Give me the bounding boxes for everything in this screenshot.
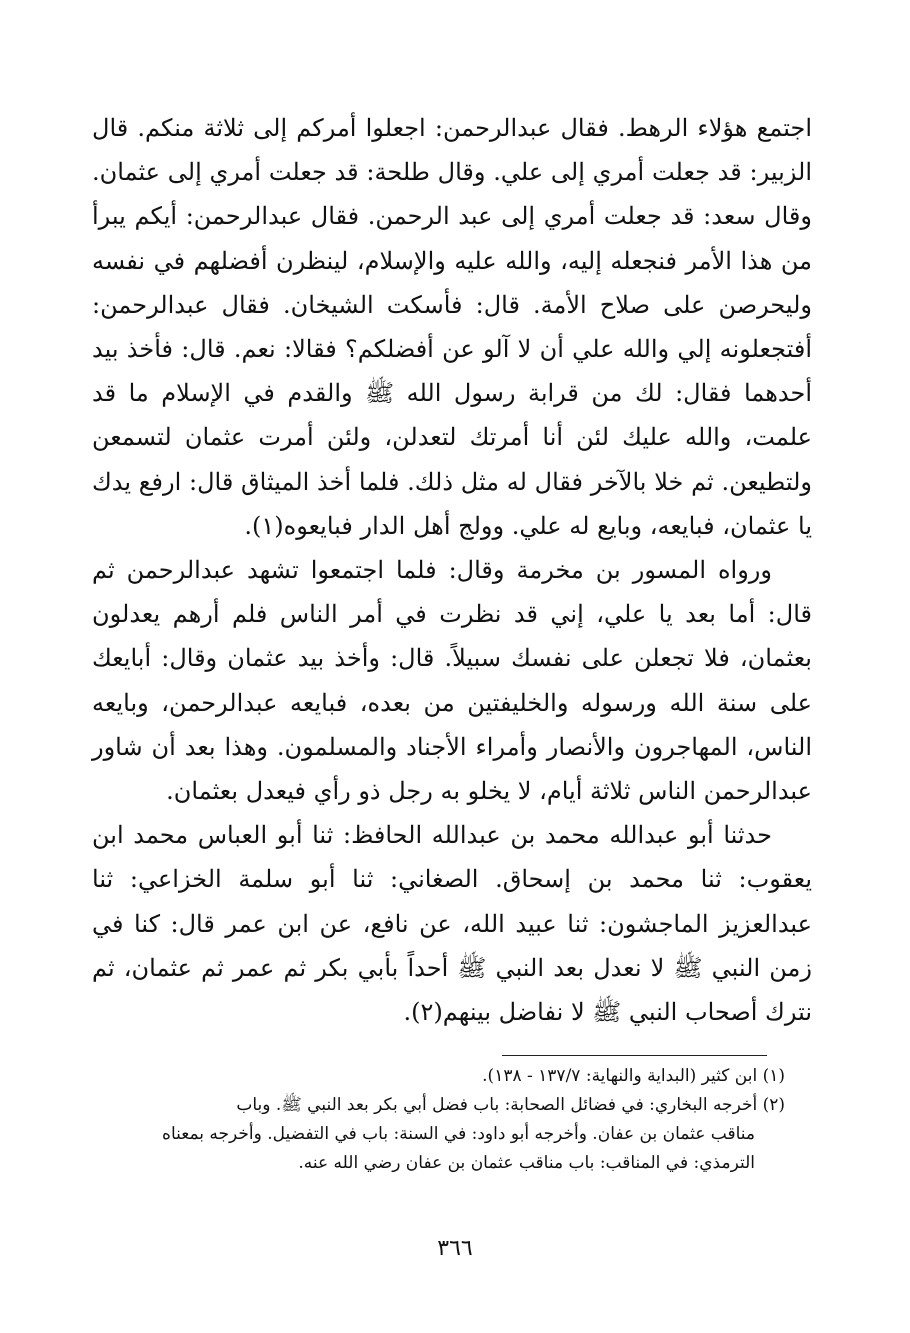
paragraph-2: ورواه المسور بن مخرمة وقال: فلما اجتمعوا تشهد عبدالرحمن ثم قال: أما بعد يا علي، إني قد نظرت في أمر الناس فلم أرهم يعدلون بعثمان، فلا تجعلن على نفسك سبيلاً. قال: وأخذ بيد عثمان وقال: أبايعك على سنة الله ورسوله والخليفتين من بعده، فبايعه عبدالرحمن، وبايعه الناس، المهاجرون والأنصار وأمراء الأجناد والمسلمون. وهذا بعد أن شاور عبدالرحمن الناس ثلاثة أيام، لا يخلو به رجل ذو رأي فيعدل بعثمان. xyxy=(92,556,812,806)
footnotes xyxy=(95,1062,785,1178)
footnote-2: (٢) أخرجه البخاري: في فضائل الصحابة: باب فضل أبي بكر بعد النبي ﷺ. وباب xyxy=(236,1095,785,1115)
footnote-1: (١) ابن كثير (البداية والنهاية: ١٣٧/٧ - ١٣٨). xyxy=(482,1066,785,1086)
page-number: ٣٦٦ xyxy=(437,1236,473,1261)
main-text xyxy=(92,106,812,1034)
footnote-2-line-3: الترمذي: في المناقب: باب مناقب عثمان بن عفان رضي الله عنه. xyxy=(298,1153,755,1173)
footnote-2-line-2: مناقب عثمان بن عفان. وأخرجه أبو داود: في السنة: باب في التفضيل. وأخرجه بمعناه xyxy=(162,1124,755,1144)
paragraph-1: اجتمع هؤلاء الرهط. فقال عبدالرحمن: اجعلوا أمركم إلى ثلاثة منكم. قال الزبير: قد جعلت أمري إلى علي. وقال طلحة: قد جعلت أمري إلى عثمان. وقال سعد: قد جعلت أمري إلى عبد الرحمن. فقال عبدالرحمن: أيكم يبرأ من هذا الأمر فنجعله إليه، والله عليه والإسلام، لينظرن أفضلهم في نفسه وليحرصن على صلاح الأمة. قال: فأسكت الشيخان. فقال عبدالرحمن: أفتجعلونه إلي والله علي أن لا آلو عن أفضلكم؟ فقالا: نعم. قال: فأخذ بيد أحدهما فقال: لك من قرابة رسول الله ﷺ والقدم في الإسلام ما قد علمت، والله عليك لئن أنا أمرتك لتعدلن، ولئن أمرت عثمان لتسمعن ولتطيعن. ثم خلا بالآخر فقال له مثل ذلك. فلما أخذ الميثاق قال: ارفع يدك يا عثمان، فبايعه، وبايع له علي. وولج أهل الدار فبايعوه(١). xyxy=(92,114,812,540)
footnote-separator xyxy=(502,1055,767,1056)
paragraph-3: حدثنا أبو عبدالله محمد بن عبدالله الحافظ: ثنا أبو العباس محمد ابن يعقوب: ثنا محمد بن إسحاق. الصغاني: ثنا أبو سلمة الخزاعي: ثنا عبدالعزيز الماجشون: ثنا عبيد الله، عن نافع، عن ابن عمر قال: كنا في زمن النبي ﷺ لا نعدل بعد النبي ﷺ أحداً بأبي بكر ثم عمر ثم عثمان، ثم نترك أصحاب النبي ﷺ لا نفاضل بينهم(٢). xyxy=(92,821,812,1027)
